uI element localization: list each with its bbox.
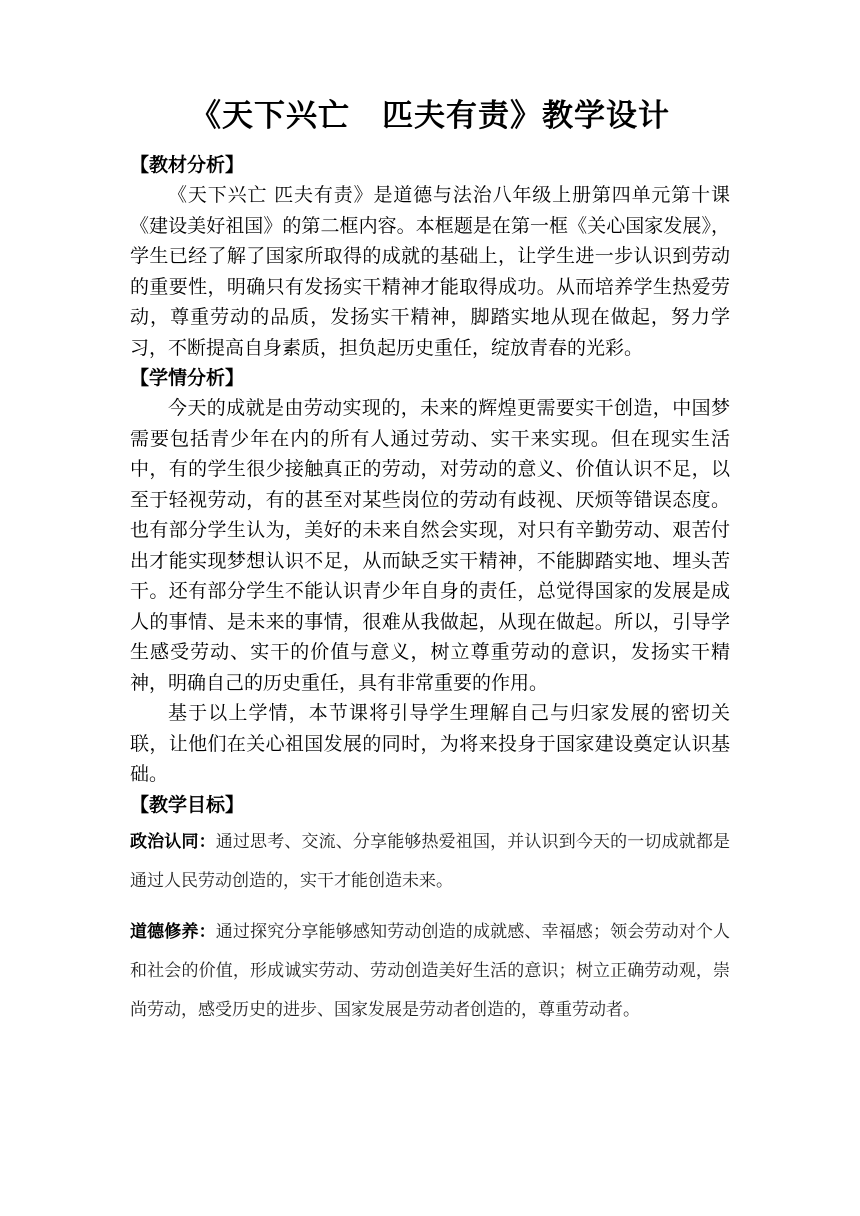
student-analysis-paragraph-1: 今天的成就是由劳动实现的，未来的辉煌更需要实干创造，中国梦需要包括青少年在内的所有人通过劳动、实干来实现。但在现实生活中，有的学生很少接触真正的劳动，对劳动的意义、价值认识不足，以至于轻视劳动，有的甚至对某些岗位的劳动有歧视、厌烦等错误态度。也有部分学生认为，美好的未来自然会实现，对只有辛勤劳动、艰苦付出才能实现梦想认识不足，从而缺乏实干精神，不能脚踏实地、埋头苦干。还有部分学生不能认识青少年自身的责任，总觉得国家的发展是成人的事情、是未来的事情，很难从我做起，从现在做起。所以，引导学生感受劳动、实干的价值与意义，树立尊重劳动的意识，发扬实干精神，明确自己的历史重任，具有非常重要的作用。 — [130, 397, 730, 694]
goal-label-moral-cultivation: 道德修养： — [130, 921, 216, 942]
document-title: 《天下兴亡 匹夫有责》教学设计 — [190, 98, 670, 134]
section-heading-student-analysis: 【学情分析】 — [130, 367, 245, 389]
goal-text-moral-cultivation: 通过探究分享能够感知劳动创造的成就感、幸福感；领会劳动对个人和社会的价值，形成诚实劳动、劳动创造美好生活的意识；树立正确劳动观，崇尚劳动，感受历史的进步、国家发展是劳动者创造的，尊重劳动者。 — [130, 921, 731, 1020]
goal-moral-cultivation — [130, 913, 730, 1030]
section-heading-textbook-analysis: 【教材分析】 — [130, 154, 245, 176]
goal-text-political-identity: 通过思考、交流、分享能够热爱祖国，并认识到今天的一切成就都是通过人民劳动创造的，实干才能创造未来。 — [130, 831, 731, 891]
goal-label-political-identity: 政治认同： — [130, 831, 216, 852]
section-textbook-analysis — [130, 150, 730, 363]
section-heading-teaching-goals: 【教学目标】 — [130, 793, 245, 816]
teaching-goals-list — [130, 823, 730, 1030]
section-teaching-goals — [130, 790, 730, 1030]
textbook-analysis-paragraph: 《天下兴亡 匹夫有责》是道德与法治八年级上册第四单元第十课《建设美好祖国》的第二框内容。本框题是在第一框《关心国家发展》，学生已经了解了国家所取得的成就的基础上，让学生进一步认识到劳动的重要性，明确只有发扬实干精神才能取得成功。从而培养学生热爱劳动，尊重劳动的品质，发扬实干精神，脚踏实地从现在做起，努力学习，不断提高自身素质，担负起历史重任，绽放青春的光彩。 — [130, 184, 730, 359]
goal-political-identity — [130, 823, 730, 901]
document-page — [130, 90, 730, 1030]
student-analysis-paragraph-2: 基于以上学情，本节课将引导学生理解自己与归家发展的密切关联，让他们在关心祖国发展的同时，为将来投身于国家建设奠定认识基础。 — [130, 702, 730, 785]
section-student-analysis — [130, 363, 730, 790]
